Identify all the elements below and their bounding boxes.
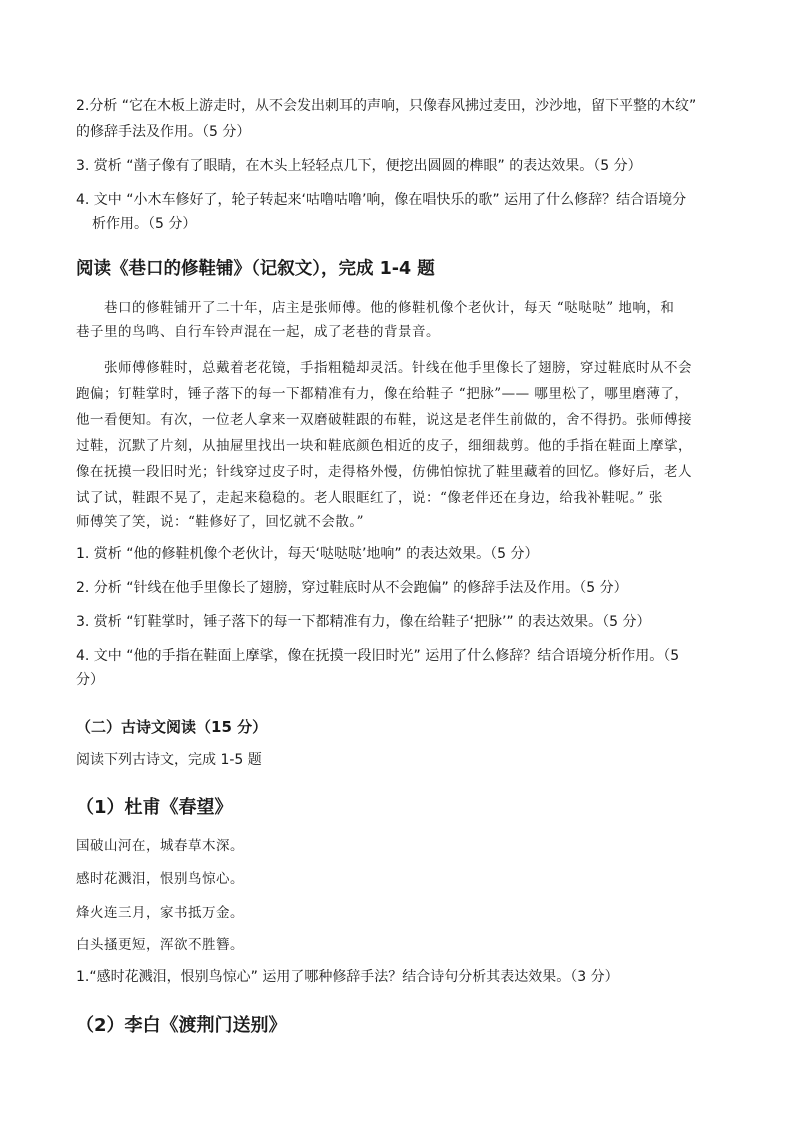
passage-p1-line-1: 巷口的修鞋铺开了二十年，店主是张师傅。他的修鞋机像个老伙计，每天 “哒哒哒” 地响，和 [104, 300, 675, 316]
reading-question-1: 1. 赏析 “他的修鞋机像个老伙计，每天‘哒哒哒’地响” 的表达效果。（5 分） [76, 546, 539, 562]
poem-1-line-1: 国破山河在，城春草木深。 [76, 838, 244, 854]
reading-question-4-line-1: 4. 文中 “他的手指在鞋面上摩挲，像在抚摸一段旧时光” 运用了什么修辞？结合语境分析作用。（5 [76, 648, 680, 664]
passage-p1-line-2: 巷子里的鸟鸣、自行车铃声混在一起，成了老巷的背景音。 [76, 324, 440, 340]
section-heading: （二）古诗文阅读（15 分） [76, 718, 268, 736]
poem-1-title: （1）杜甫《春望》 [76, 797, 233, 818]
passage-p2-line-1: 张师傅修鞋时，总戴着老花镜，手指粗糙却灵活。针线在他手里像长了翅膀，穿过鞋底时从不会 [104, 360, 692, 376]
poem-1-line-4: 白头搔更短，浑欲不胜簪。 [76, 937, 244, 953]
poem-1-question-1: 1.“感时花溅泪，恨别鸟惊心” 运用了哪种修辞手法？结合诗句分析其表达效果。（3 分） [76, 969, 619, 985]
passage-p2-line-7: 师傅笑了笑，说：“鞋修好了，回忆就不会散。” [76, 514, 365, 530]
question-4-line-2: 析作用。（5 分） [92, 216, 197, 232]
reading-heading: 阅读《巷口的修鞋铺》（记叙文），完成 1-4 题 [76, 259, 435, 279]
passage-p2-line-6: 试了试，鞋跟不晃了，走起来稳稳的。老人眼眶红了，说：“像老伴还在身边，给我补鞋呢。” 张 [76, 490, 663, 506]
question-4-line-1: 4. 文中 “小木车修好了，轮子转起来‘咕噜咕噜’响，像在唱快乐的歌” 运用了什么修辞？结合语境分 [76, 192, 687, 208]
poem-1-line-2: 感时花溅泪，恨别鸟惊心。 [76, 871, 244, 887]
passage-p2-line-3: 他一看便知。有次，一位老人拿来一双磨破鞋跟的布鞋，说这是老伴生前做的，舍不得扔。张师傅接 [76, 412, 692, 428]
question-2-line-1: 2.分析 “它在木板上游走时，从不会发出刺耳的声响，只像春风拂过麦田，沙沙地，留下平整的木纹” [76, 98, 697, 114]
passage-p2-line-4: 过鞋，沉默了片刻，从抽屉里找出一块和鞋底颜色相近的皮子，细细裁剪。他的手指在鞋面上摩挲， [76, 438, 692, 454]
question-2-line-2: 的修辞手法及作用。（5 分） [76, 124, 251, 140]
reading-question-4-line-2: 分） [76, 672, 104, 688]
section-instruction: 阅读下列古诗文，完成 1-5 题 [76, 752, 262, 768]
poem-2-title: （2）李白《渡荆门送别》 [76, 1015, 287, 1036]
passage-p2-line-5: 像在抚摸一段旧时光；针线穿过皮子时，走得格外慢，仿佛怕惊扰了鞋里藏着的回忆。修好后，老人 [76, 464, 692, 480]
poem-1-line-3: 烽火连三月，家书抵万金。 [76, 905, 244, 921]
passage-p2-line-2: 跑偏；钉鞋掌时，锤子落下的每一下都精准有力，像在给鞋子 “把脉”—— 哪里松了，哪里磨薄了， [76, 386, 689, 402]
reading-question-2: 2. 分析 “针线在他手里像长了翅膀，穿过鞋底时从不会跑偏” 的修辞手法及作用。（5 分） [76, 580, 628, 596]
reading-question-3: 3. 赏析 “钉鞋掌时，锤子落下的每一下都精准有力，像在给鞋子‘把脉’” 的表达效果。（5 分） [76, 614, 651, 630]
question-3: 3. 赏析 “凿子像有了眼睛，在木头上轻轻点几下，便挖出圆圆的榫眼” 的表达效果。（5 分） [76, 158, 642, 174]
